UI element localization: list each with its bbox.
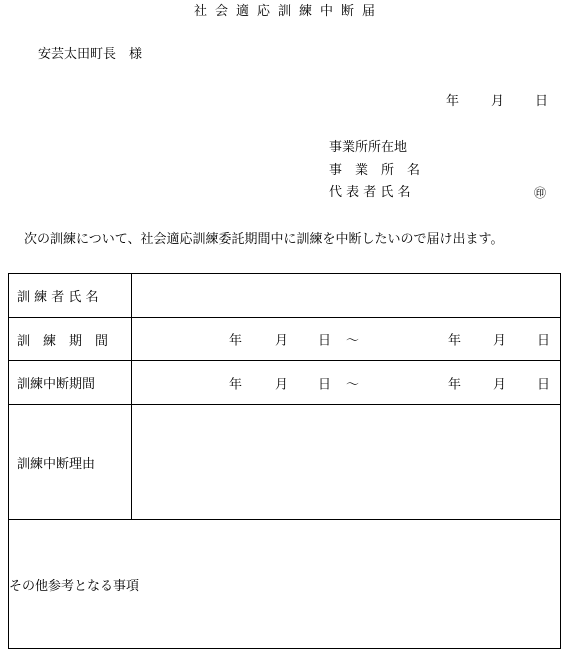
training-period-label: 訓 練 期 間: [9, 318, 132, 361]
trainee-name-label: 訓 練 者 氏 名: [9, 274, 132, 318]
suspension-start-month: 月: [275, 377, 289, 392]
suspension-period-field[interactable]: [132, 361, 561, 405]
representative-name-label: 代 表 者 氏 名: [329, 185, 411, 200]
table-row-trainee-name: [9, 274, 561, 318]
period-tilde: ～: [346, 333, 360, 349]
date-month-label: 月: [491, 94, 505, 109]
period-end-year: 年: [448, 333, 462, 349]
suspension-end-day: 日: [537, 377, 551, 392]
suspension-end-month: 月: [493, 377, 507, 392]
period-start-year: 年: [229, 333, 243, 349]
date-year-label: 年: [446, 94, 460, 109]
period-end-day: 日: [537, 333, 551, 349]
office-address-label: 事業所所在地: [329, 140, 408, 155]
suspension-period-label: 訓練中断期間: [9, 361, 132, 405]
seal-mark: ㊞: [534, 186, 547, 200]
suspension-reason-field[interactable]: [132, 405, 561, 520]
date-day-label: 日: [535, 94, 549, 109]
office-name-label: 事 業 所 名: [329, 163, 421, 178]
other-notes-field[interactable]: [9, 520, 561, 649]
form-table: [8, 273, 561, 649]
trainee-name-field[interactable]: [132, 274, 561, 318]
addressee: 安芸太田町長 様: [38, 47, 143, 62]
suspension-tilde: ～: [346, 377, 360, 392]
statement-text: 次の訓練について、社会適応訓練委託期間中に訓練を中断したいので届け出ます。: [24, 232, 504, 247]
suspension-end-year: 年: [448, 377, 462, 392]
suspension-reason-label: 訓練中断理由: [9, 405, 132, 520]
table-row-suspension-reason: [9, 405, 561, 520]
table-row-suspension-period: [9, 361, 561, 405]
other-notes-label: その他参考となる事項: [9, 578, 140, 594]
page-title: 社会適応訓練中断届: [193, 4, 383, 19]
period-end-month: 月: [493, 333, 507, 349]
suspension-start-year: 年: [229, 377, 243, 392]
suspension-start-day: 日: [318, 377, 332, 392]
period-start-month: 月: [275, 333, 289, 349]
period-start-day: 日: [318, 333, 332, 349]
table-row-other-notes: [9, 520, 561, 649]
training-period-field[interactable]: [132, 318, 561, 361]
table-row-training-period: [9, 318, 561, 361]
